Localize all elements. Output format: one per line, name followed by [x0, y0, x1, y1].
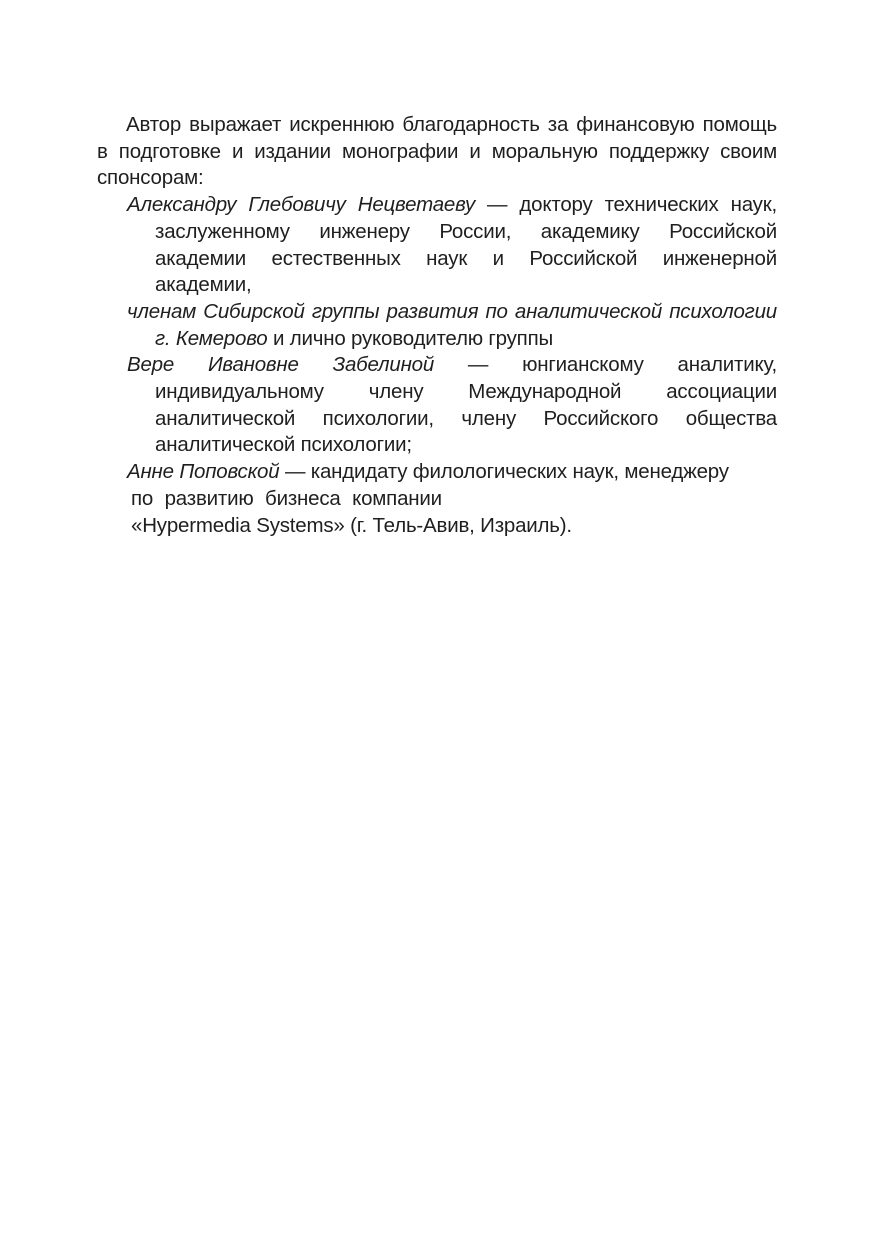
sponsor-description: — юнгианскому аналитику, индивидуальному члену Международной ассоциации аналитической психологии, члену Российского общества аналитической психологии; — [155, 353, 777, 457]
sponsor-name: членам Сибирской группы развития по аналитической психологии г. Кемерово — [127, 299, 777, 350]
sponsor-entry — [97, 352, 777, 459]
sponsor-description: — доктору технических наук, заслуженному инженеру России, академику Российской академии естественных наук и Российской инженерной академии, — [155, 193, 777, 297]
sponsor-name: Александру Глебовичу Нецветаеву — [127, 193, 475, 217]
sponsor-entry — [97, 299, 777, 352]
sponsor-name: Анне Поповской — [127, 460, 280, 484]
acknowledgements-block — [97, 112, 777, 539]
sponsor-entry — [97, 459, 777, 539]
sponsor-entry — [97, 192, 777, 299]
sponsor-description-line: «Hypermedia Systems» (г. Тель-Авив, Израиль). — [131, 513, 572, 537]
sponsor-description-line: по развитию бизнеса компании — [131, 486, 442, 510]
sponsor-name: Вере Ивановне Забелиной — [127, 353, 435, 377]
sponsor-description: и лично руководителю группы — [267, 326, 554, 350]
sponsor-description: — кандидату филологических наук, менеджеру — [279, 460, 729, 484]
acknowledgements-intro: Автор выражает искреннюю благодарность за финансовую помощь в подготовке и издании монографии и моральную поддержку своим спонсорам: — [97, 113, 777, 190]
